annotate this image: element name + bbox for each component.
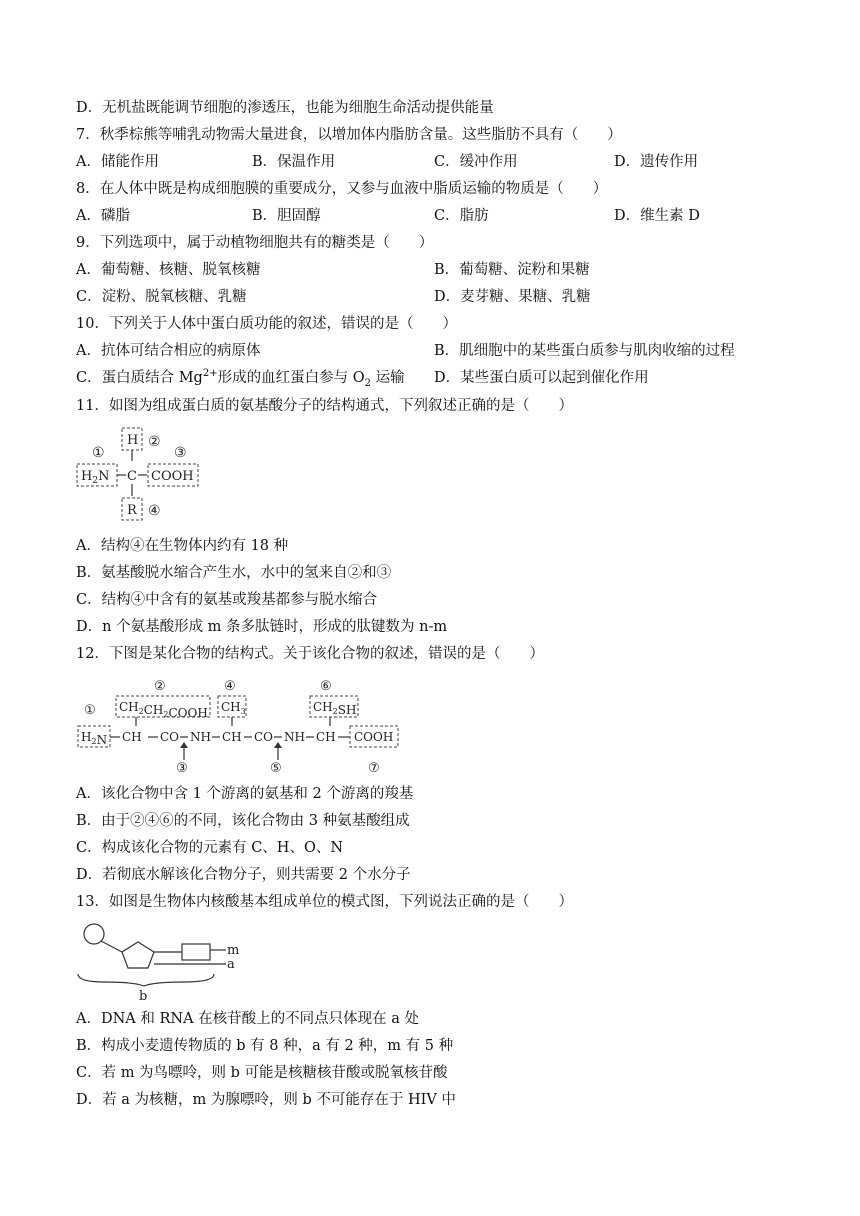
q10-stem: 10．下列关于人体中蛋白质功能的叙述，错误的是（ ） (76, 316, 457, 332)
marker-7: ⑦ (368, 761, 380, 772)
q6-option-d: D．无机盐既能调节细胞的渗透压，也能为细胞生命活动提供能量 (76, 100, 494, 116)
q8-option-b: B．胆固醇 (252, 208, 321, 224)
q12-option-b: B．由于②④⑥的不同，该化合物由 3 种氨基酸组成 (76, 813, 410, 829)
tripeptide-structure-diagram (74, 676, 414, 772)
amino-group-label: $H_2N$ (81, 730, 108, 747)
q13-option-a: A．DNA 和 RNA 在核苷酸上的不同点只体现在 a 处 (76, 1011, 420, 1027)
marker-5: ⑤ (270, 761, 282, 772)
ch-1: CH (122, 730, 142, 744)
r-group-2-label: $CH_2CH_2COOH$ (119, 700, 208, 720)
base-rectangle (182, 944, 210, 960)
q11-option-c: C．结构④中含有的氨基或羧基都参与脱水缩合 (76, 592, 378, 608)
q7-option-c: C．缓冲作用 (434, 154, 518, 170)
q9-stem: 9．下列选项中，属于动植物细胞共有的糖类是（ ） (76, 235, 434, 251)
r-group-4-label: $CH_3$ (221, 700, 246, 716)
nh-2: NH (284, 730, 305, 744)
q10-c-subscript: 2 (364, 377, 371, 389)
r-group-label: R (127, 503, 137, 518)
marker-1: ① (84, 703, 96, 718)
marker-6: ⑥ (320, 679, 332, 694)
q7-stem: 7．秋季棕熊等哺乳动物需大量进食，以增加体内脂肪含量。这些脂肪不具有（ ） (76, 127, 622, 143)
marker-3: ③ (174, 445, 187, 461)
pentose-sugar-pentagon (122, 942, 154, 968)
r-group-6-label: $CH_2SH$ (313, 700, 357, 717)
carboxyl-group-label: COOH (151, 469, 194, 484)
q11-stem: 11．如图为组成蛋白质的氨基酸分子的结构通式，下列叙述正确的是（ ） (76, 398, 573, 414)
q7-option-a: A．储能作用 (76, 154, 159, 170)
q10-c-text-end: 运输 (370, 370, 405, 386)
alpha-carbon: C (127, 469, 137, 484)
q13-option-c: C．若 m 为鸟嘌呤，则 b 可能是核糖核苷酸或脱氧核苷酸 (76, 1065, 448, 1081)
label-m: m (227, 943, 240, 958)
q9-option-a: A．葡萄糖、核糖、脱氧核糖 (76, 262, 261, 278)
label-a: a (227, 957, 235, 972)
q10-c-text: C．蛋白质结合 Mg (76, 370, 203, 386)
nh-1: NH (190, 730, 211, 744)
marker-4: ④ (224, 679, 236, 694)
marker-4: ④ (148, 503, 161, 519)
q9-option-b: B．葡萄糖、淀粉和果糖 (434, 262, 590, 278)
carboxyl-group-label: COOH (354, 730, 394, 744)
q10-c-superscript: 2+ (202, 368, 218, 380)
q10-c-text-mid: 形成的血红蛋白参与 O (217, 370, 365, 386)
q13-option-d: D．若 a 为核糖，m 为腺嘌呤，则 b 不可能存在于 HIV 中 (76, 1092, 456, 1108)
co-1: CO (160, 730, 180, 744)
q13-option-b: B．构成小麦遗传物质的 b 有 8 种，a 有 2 种，m 有 5 种 (76, 1038, 454, 1054)
q7-option-b: B．保温作用 (252, 154, 336, 170)
q10-option-d: D．某些蛋白质可以起到催化作用 (434, 370, 649, 386)
q10-option-c (76, 368, 405, 388)
phosphate-bond (101, 941, 122, 952)
marker-3: ③ (176, 761, 188, 772)
ch-2: CH (222, 730, 242, 744)
q8-option-a: A．磷脂 (76, 208, 130, 224)
label-b: b (139, 989, 148, 1004)
q9-option-d: D．麦芽糖、果糖、乳糖 (434, 289, 591, 305)
q10-option-a: A．抗体可结合相应的病原体 (76, 343, 261, 359)
q13-stem: 13．如图是生物体内核酸基本组成单位的模式图，下列说法正确的是（ ） (76, 894, 573, 910)
q12-stem: 12．下图是某化合物的结构式。关于该化合物的叙述，错误的是（ ） (76, 646, 544, 662)
q8-option-c: C．脂肪 (434, 208, 489, 224)
marker-2: ② (154, 679, 166, 694)
amino-acid-structure-diagram (74, 424, 214, 524)
q11-option-a: A．结构④在生物体内约有 18 种 (76, 538, 289, 554)
q8-stem: 8．在人体中既是构成细胞膜的重要成分，又参与血液中脂质运输的物质是（ ） (76, 181, 608, 197)
nucleotide-diagram (74, 918, 274, 1004)
marker-1: ① (92, 445, 105, 461)
marker-2: ② (148, 434, 161, 450)
ch-3: CH (316, 730, 336, 744)
q11-option-d: D．n 个氨基酸形成 m 条多肽链时，形成的肽键数为 n-m (76, 619, 448, 635)
q9-option-c: C．淀粉、脱氧核糖、乳糖 (76, 289, 247, 305)
q12-option-a: A．该化合物中含 1 个游离的氨基和 2 个游离的羧基 (76, 786, 414, 802)
nucleotide-brace (78, 974, 214, 986)
amino-group-label: $H_2N$ (81, 469, 110, 486)
q10-option-b: B．肌细胞中的某些蛋白质参与肌肉收缩的过程 (434, 343, 735, 359)
q12-option-c: C．构成该化合物的元素有 C、H、O、N (76, 840, 344, 856)
q12-option-d: D．若彻底水解该化合物分子，则共需要 2 个水分子 (76, 867, 411, 883)
arrow-5-icon (274, 742, 282, 748)
h-atom: H (127, 433, 139, 448)
q11-option-b: B．氨基酸脱水缩合产生水，水中的氢来自②和③ (76, 565, 392, 581)
q7-option-d: D．遗传作用 (614, 154, 699, 170)
q8-option-d: D．维生素 D (614, 208, 700, 224)
arrow-3-icon (180, 742, 188, 748)
co-2: CO (254, 730, 274, 744)
